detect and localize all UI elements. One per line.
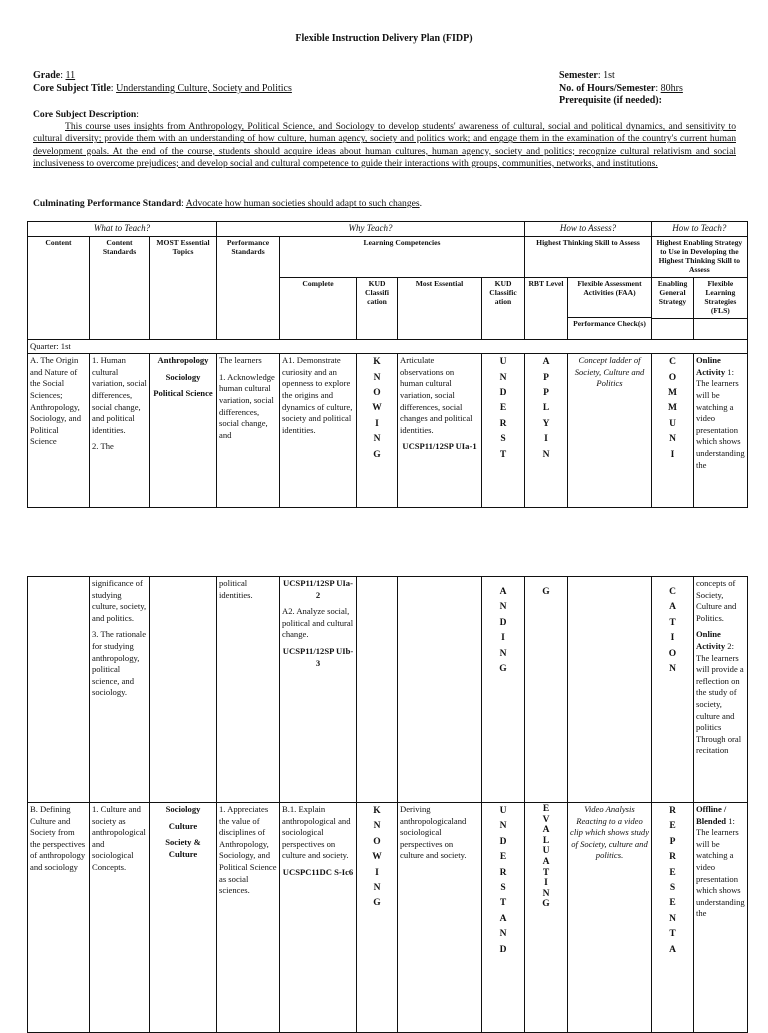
row-a-most-essential [398, 354, 482, 508]
quarter-row: Quarter: 1st [28, 339, 748, 354]
grade-line: Grade: 11 [33, 70, 76, 81]
cps-label: Culminating Performance Standard [33, 198, 182, 209]
header-kud-classification-1: KUD Classifi cation [357, 277, 398, 339]
header-most-essential-topics: MOST Essential Topics [150, 236, 217, 339]
subject-line: Core Subject Title: Understanding Culture, Society and Politics [33, 83, 292, 94]
cont-faa [568, 577, 652, 803]
row-a-standard-1: 1. Human cultural variation, social differences, social change, and political identities. [92, 355, 147, 435]
cont-standard-2: significance of studying culture, society, and politics. [92, 578, 147, 623]
group-why-teach: Why Teach? [217, 222, 525, 237]
header-fls: Flexible Learning Strategies (FLS) [694, 277, 748, 318]
header-faa: Flexible Assessment Activities (FAA) [568, 277, 652, 317]
subject-label: Core Subject Title [33, 83, 111, 94]
row-a-fls-text: 1: The learners will be watching a video presentation which shows understanding the [696, 366, 745, 470]
table-row-b [28, 803, 748, 1033]
cps-value: Advocate how human societies should adapt to such changes [185, 198, 420, 209]
header-blank-egs [652, 318, 694, 339]
cont-code-1: UCSP11/12SP UIa-2 [283, 578, 353, 600]
topic-b-sociology: Sociology [165, 804, 201, 814]
row-a-kud1: K N O W I N G [357, 354, 398, 508]
semester-label: Semester [559, 70, 598, 81]
row-b-content-standards: 1. Culture and society as anthropological and sociological Concepts. [90, 803, 150, 1033]
row-a-content: A. The Origin and Nature of the Social Sciences; Anthropology, Sociology, and Political Science [28, 354, 90, 508]
cont-content-standards [90, 577, 150, 803]
header-performance-checks: Performance Check(s) [568, 317, 652, 339]
row-b-fls [694, 803, 748, 1033]
group-how-to-teach: How to Teach? [652, 222, 748, 237]
row-b-faa: Video Analysis Reacting to a video clip which shows study of Society, culture and politics. [568, 803, 652, 1033]
cont-code-2: UCSP11/12SP UIb-3 [282, 645, 354, 668]
fidp-table-continued [27, 576, 748, 1033]
row-a-faa: Concept ladder of Society, Culture and Politics [568, 354, 652, 508]
culminating-standard: Culminating Performance Standard: Advocate how human societies should adapt to such changes. [33, 198, 423, 209]
cont-topics [150, 577, 217, 803]
row-a-most-text: Articulate observations on human cultural variation, social differences, social changes and political identities. [400, 355, 473, 435]
row-b-kud1: K N O W I N G [357, 803, 398, 1033]
cont-performance: political identities. [217, 577, 280, 803]
semester-value: 1st [603, 70, 615, 81]
fidp-table [27, 221, 748, 508]
table-row-a [28, 354, 748, 508]
row-b-topics [150, 803, 217, 1033]
cont-rbt: G [525, 577, 568, 803]
description-text: This course uses insights from Anthropology, Political Science, and Sociology to develop students' awareness of cultural, social and political dynamics, and sensitivity to cultural diversity; provide them with an understanding of how culture, human agency, society and politics work; and engage them in the examination of the country's current human development goals. At the end of the course, students should acquire ideas about human cultures, human agency, society and politics; recognize cultural relativism and social inclusiveness to overcome prejudices; and develop social and cultural competence to guide their interactions with groups, communities, networks, and institutions. [33, 121, 736, 169]
row-a-complete: A1. Demonstrate curiosity and an openness to explore the origins and dynamics of culture, society and political identities. [280, 354, 357, 508]
row-a-content-standards [90, 354, 150, 508]
subject-value: Understanding Culture, Society and Politics [116, 83, 292, 94]
header-content: Content [28, 236, 90, 339]
row-b-egs: R E P R E S E N T A [652, 803, 694, 1033]
cont-fls-text-1: concepts of Society, Culture and Politics. [696, 578, 737, 623]
row-b-kud2: U N D E R S T A N D [482, 803, 525, 1033]
hours-value: 80hrs [660, 83, 683, 94]
document-title: Flexible Instruction Delivery Plan (FIDP) [295, 33, 473, 44]
row-a-perf-1: 1. Acknowledge human cultural variation, social differences, social change, and [219, 371, 275, 440]
header-content-standards: Content Standards [90, 236, 150, 339]
row-a-standard-2: 2. The [92, 441, 114, 452]
table-row-a-continued [28, 577, 748, 803]
cont-fls-label: Online Activity [696, 629, 726, 651]
cont-fls-text-2: 2: The learners will provide a reflection on the study of society, culture and politics Through oral recitation [696, 640, 744, 756]
header-highest-thinking-skill: Highest Thinking Skill to Assess [525, 236, 652, 277]
header-rbt-level: RBT Level [525, 277, 568, 339]
grade-value: 11 [65, 70, 76, 81]
header-highest-enabling-strategy: Highest Enabling Strategy to Use in Developing the Highest Thinking Skill to Assess [652, 236, 748, 277]
group-what-to-teach: What to Teach? [28, 222, 217, 237]
row-b-performance: 1. Appreciates the value of disciplines of Anthropology, Sociology, and Political Science as social sciences. [217, 803, 280, 1033]
row-a-fls-label: Online Activity [696, 355, 726, 377]
cont-kud2: A N D I N G [482, 577, 525, 803]
topic-b-society-culture: Society & Culture [165, 837, 201, 859]
cont-complete-a2: A2. Analyze social, political and cultural change. [282, 606, 354, 640]
prereq-line [559, 95, 662, 108]
cont-fls [694, 577, 748, 803]
hours-line: No. of Hours/Semester: 80hrs [559, 83, 683, 94]
group-how-to-assess: How to Assess? [525, 222, 652, 237]
header-most-essential: Most Essential [398, 277, 482, 339]
hours-label: No. of Hours/Semester [559, 83, 656, 94]
description-label: Core Subject Description [33, 109, 137, 120]
row-a-kud2: U N D E R S T [482, 354, 525, 508]
cont-content [28, 577, 90, 803]
cont-most-essential [398, 577, 482, 803]
cont-complete [280, 577, 357, 803]
document-page-2 [0, 574, 768, 1024]
row-b-content: B. Defining Culture and Society from the perspectives of anthropology and sociology [28, 803, 90, 1033]
header-learning-competencies: Learning Competencies [280, 236, 525, 277]
row-b-rbt: E V A L U A T I N G [525, 803, 568, 1033]
row-a-performance-standards [217, 354, 280, 508]
row-a-fls [694, 354, 748, 508]
row-a-code: UCSP11/12SP UIa-1 [402, 441, 477, 452]
header-kud-classification-2: KUD Classific ation [482, 277, 525, 339]
row-b-fls-label: Offline / Blended [696, 804, 727, 826]
topic-b-culture: Culture [168, 820, 198, 831]
row-b-complete [280, 803, 357, 1033]
cont-standard-3: 3. The rationale for studying anthropology, political science, and sociology. [92, 629, 147, 698]
cont-egs: C A T I O N [652, 577, 694, 803]
topic-anthropology: Anthropology [157, 355, 209, 366]
header-enabling-general-strategy: Enabling General Strategy [652, 277, 694, 318]
semester-line: Semester: 1st [559, 70, 615, 81]
grade-label: Grade [33, 70, 61, 81]
header-performance-standards: Performance Standards [217, 236, 280, 339]
core-subject-description: Core Subject Description: This course uses insights from Anthropology, Political Science, and Sociology to develop students' awareness of cultural, social and political dynamics, and sensitivity to cultural diversity; provide them with an understanding of how culture, human agency, society and politics work; and engage them in the examination of the country's current human development goals. At the end of the course, students should acquire ideas about human cultures, human agency, society and politics; recognize cultural relativism and social inclusiveness to overcome prejudices; and develop social and cultural competence to guide their interactions with groups, communities, networks, and institutions. [33, 109, 736, 169]
prereq-label: Prerequisite (if needed): [559, 95, 662, 106]
row-b-code: UCSPC11DC S-Ic6 [282, 866, 354, 877]
row-a-perf-intro: The learners [219, 355, 262, 366]
row-b-most-essential: Deriving anthropologicaland sociological perspectives on culture and society. [398, 803, 482, 1033]
row-a-rbt: A P P L Y I N [525, 354, 568, 508]
cont-kud1 [357, 577, 398, 803]
row-a-topics [150, 354, 217, 508]
topic-political-science: Political Science [153, 388, 213, 399]
row-a-egs: C O M M U N I [652, 354, 694, 508]
row-b-complete-text: B.1. Explain anthropological and sociological perspectives on culture and society. [282, 804, 351, 861]
topic-sociology: Sociology [165, 371, 201, 382]
header-complete: Complete [280, 277, 357, 339]
row-b-fls-text: 1: The learners will be watching a video presentation which shows understanding the [696, 815, 745, 919]
header-blank-fls [694, 318, 748, 339]
